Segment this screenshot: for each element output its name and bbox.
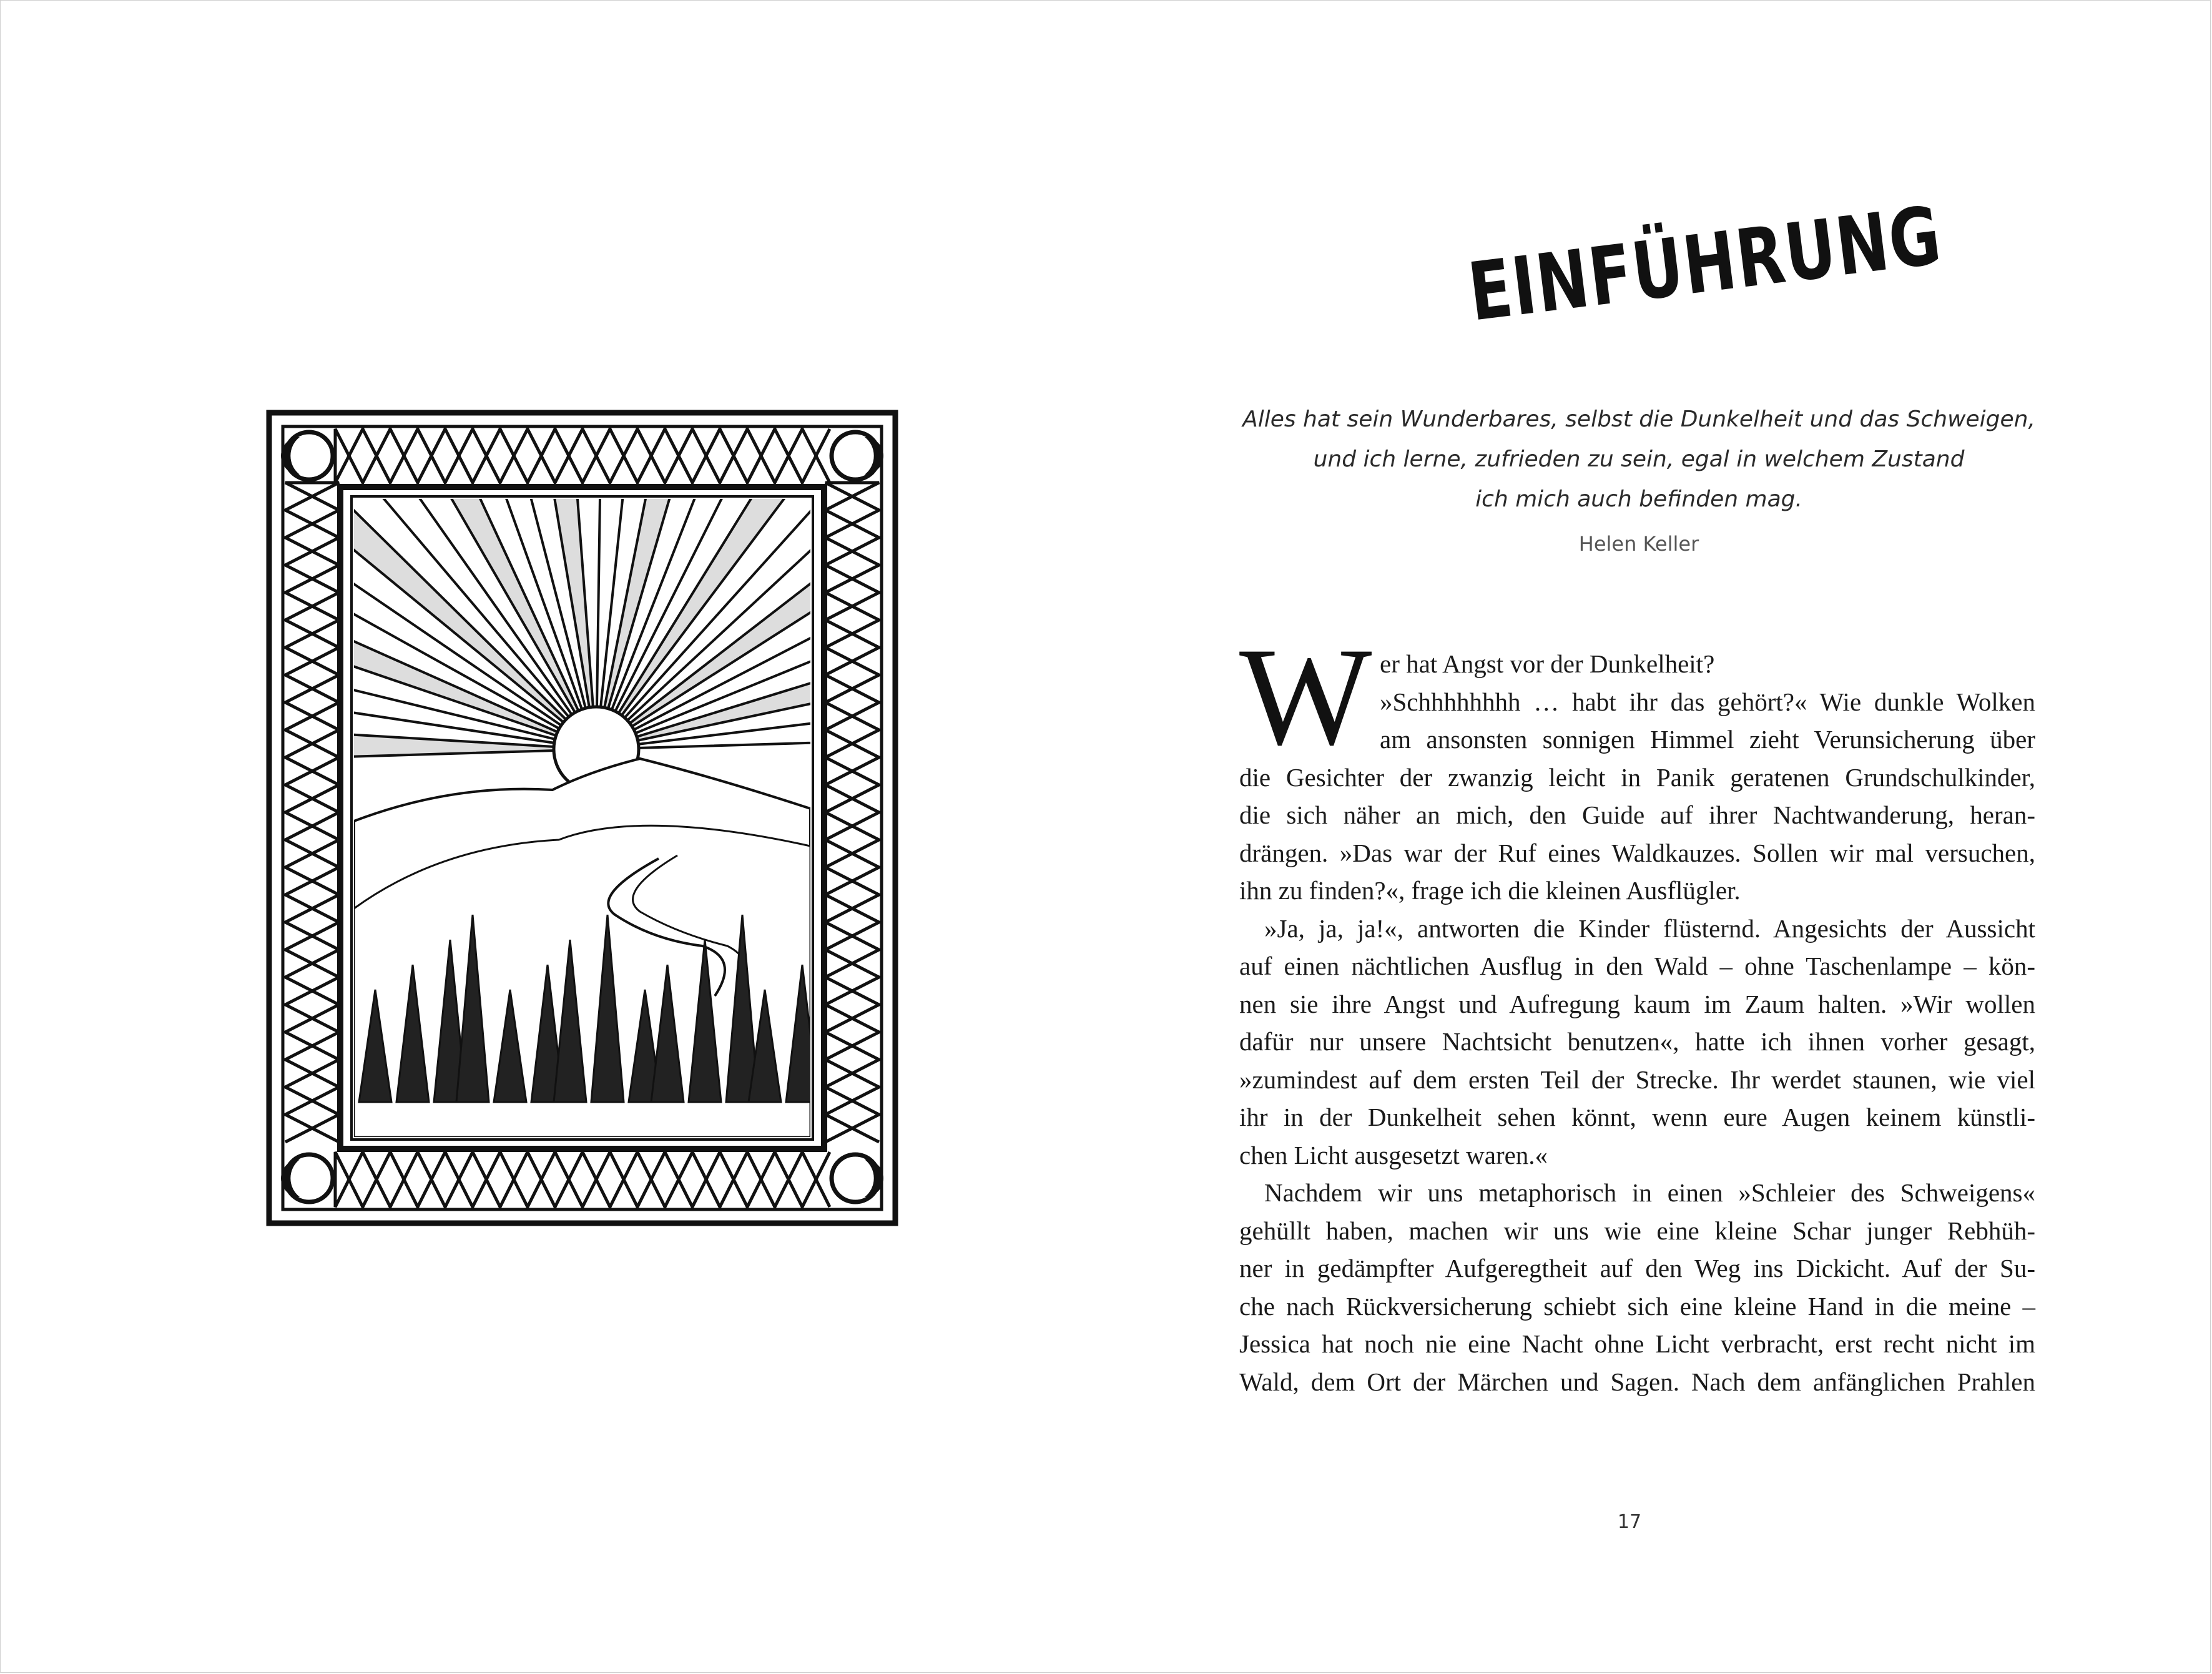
drop-cap: W [1239, 618, 1372, 774]
body-line: die sich näher an mich, den Guide auf ihrer Nachtwanderung, heran- [1239, 800, 2035, 829]
body-line: auf einen nächtlichen Ausflug in den Wald – ohne Taschenlampe – kön- [1239, 952, 2035, 980]
body-line: »zumindest auf dem ersten Teil der Strecke. Ihr werdet staunen, wie viel [1239, 1065, 2035, 1094]
body-line: drängen. »Das war der Ruf eines Waldkauzes. Sollen wir mal versuchen, [1239, 838, 2035, 867]
page-number: 17 [1617, 1511, 1642, 1533]
body-line: Nachdem wir uns metaphorisch in einen »Schleier des Schweigens« [1264, 1178, 2035, 1207]
body-line: nen sie ihre Angst und Aufregung kaum im Zaum halten. »Wir wollen [1239, 989, 2035, 1018]
body-line: ner in gedämpfter Aufgeregtheit auf den Weg ins Dickicht. Auf der Su- [1239, 1254, 2035, 1283]
body-line: Jessica hat noch nie eine Nacht ohne Licht verbracht, erst recht nicht im [1239, 1329, 2035, 1358]
body-line: ihn zu finden?«, frage ich die kleinen Ausflügler. [1239, 876, 1741, 905]
body-line: am ansonsten sonnigen Himmel zieht Verunsicherung über [1380, 725, 2035, 754]
body-line: die Gesichter der zwanzig leicht in Panik geratenen Grundschulkinder, [1239, 762, 2035, 792]
body-line: dafür nur unsere Nachtsicht benutzen«, hatte ich ihnen vorher gesagt, [1239, 1027, 2035, 1056]
epigraph-quote [1242, 400, 2035, 519]
body-line: ihr in der Dunkelheit sehen könnt, wenn eure Augen keinem künstli- [1239, 1103, 2035, 1131]
body-line: »Ja, ja, ja!«, antworten die Kinder flüsternd. Angesichts der Aussicht [1264, 913, 2035, 943]
body-line: Wald, dem Ort der Märchen und Sagen. Nach dem anfänglichen Prahlen [1239, 1367, 2035, 1396]
epigraph-line: und ich lerne, zufrieden zu sein, egal in welchem Zustand [1313, 446, 1965, 472]
body-line: er hat Angst vor der Dunkelheit? [1380, 649, 1715, 678]
body-text [1239, 759, 2035, 1401]
body-line: »Schhhhhhhh … habt ihr das gehört?« Wie dunkle Wolken [1380, 687, 2035, 716]
epigraph-author: Helen Keller [1578, 532, 1699, 556]
sunrise-landscape-illustration [265, 409, 899, 1227]
body-line: chen Licht ausgesetzt waren.« [1239, 1140, 1548, 1169]
body-line: che nach Rückversicherung schiebt sich eine kleine Hand in die meine – [1239, 1291, 2035, 1321]
epigraph-line: ich mich auch befinden mag. [1475, 486, 1802, 512]
chapter-title: EINFÜHRUNG [1463, 189, 1947, 340]
epigraph-line: Alles hat sein Wunderbares, selbst die Dunkelheit und das Schweigen, [1242, 406, 2035, 432]
body-line: gehüllt haben, machen wir uns wie eine kleine Schar junger Rebhüh- [1239, 1216, 2035, 1245]
